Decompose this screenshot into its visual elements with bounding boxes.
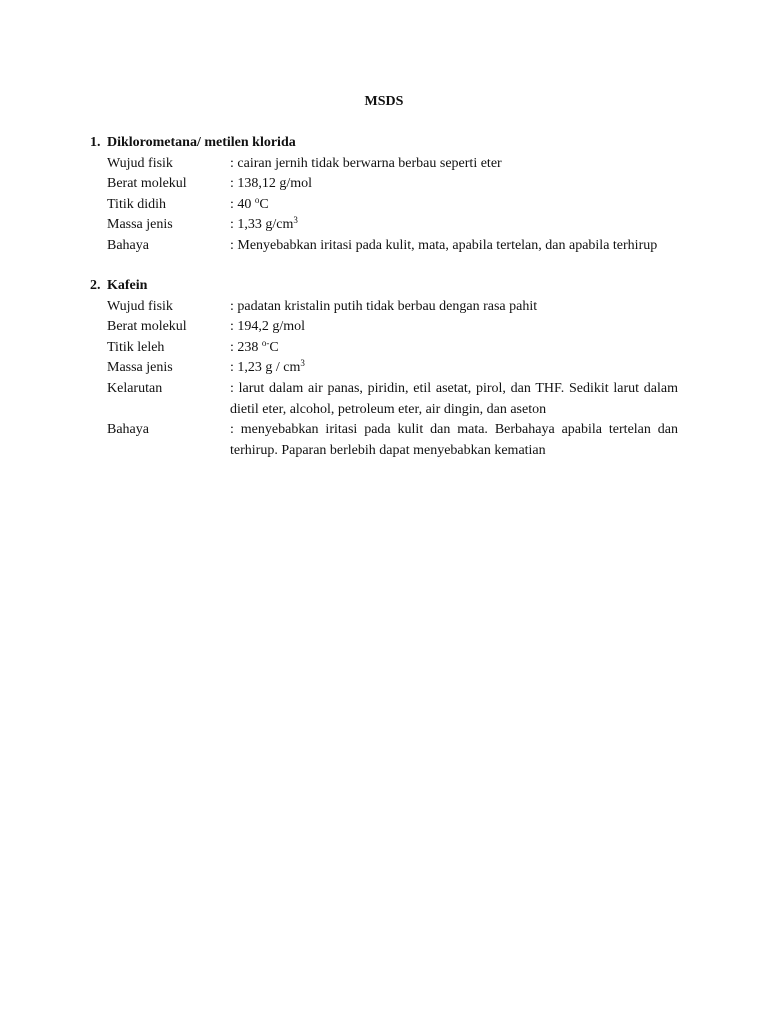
property-value: : larut dalam air panas, piridin, etil asetat, pirol, dan THF. Sedikit larut dalam dietil eter, alcohol, petroleum eter, air dingin, dan aseton: [230, 380, 678, 417]
property-label: Massa jenis: [107, 217, 173, 233]
property-label: Bahaya: [107, 422, 149, 438]
value-superscript: o-: [261, 337, 270, 348]
property-row-titik-leleh: [90, 338, 680, 359]
property-label: Bahaya: [107, 237, 149, 253]
property-row-massa-jenis: [90, 215, 680, 236]
section-kafein: [90, 276, 680, 461]
section-number: 1.: [90, 135, 101, 150]
section-diklorometana: [90, 133, 680, 257]
section-heading: [90, 276, 680, 297]
section-number: 2.: [90, 278, 101, 293]
property-label: Berat molekul: [107, 176, 187, 192]
property-row-kelarutan: [90, 379, 680, 420]
property-value: [230, 215, 678, 236]
value-text: : 238: [230, 339, 262, 355]
value-text: : 1,23 g / cm: [230, 360, 301, 376]
property-value: [230, 358, 678, 379]
property-value: : Menyebabkan iritasi pada kulit, mata, apabila tertelan, dan apabila terhirup: [230, 237, 658, 253]
property-label: Titik leleh: [107, 339, 165, 355]
value-superscript: 3: [300, 358, 305, 369]
section-heading: [90, 133, 680, 154]
property-row-titik-didih: [90, 195, 680, 216]
property-label: Wujud fisik: [107, 155, 173, 171]
property-row-berat-molekul: [90, 317, 680, 338]
property-row-bahaya: [90, 420, 680, 461]
section-name: Kafein: [107, 278, 148, 293]
property-label: Kelarutan: [107, 380, 163, 396]
property-row-wujud-fisik: [90, 154, 680, 175]
property-row-wujud-fisik: [90, 297, 680, 318]
value-text: : 1,33 g/cm: [230, 217, 294, 233]
property-label: Berat molekul: [107, 319, 187, 335]
value-superscript: 3: [293, 215, 298, 226]
property-value: [230, 338, 678, 359]
property-value: : cairan jernih tidak berwarna berbau seperti eter: [230, 155, 502, 171]
property-label: Wujud fisik: [107, 298, 173, 314]
property-value: : 194,2 g/mol: [230, 319, 306, 335]
value-superscript: o: [254, 194, 260, 205]
property-value: [230, 195, 678, 216]
property-label: Titik didih: [107, 196, 167, 212]
property-value: : menyebabkan iritasi pada kulit dan mata. Berbahaya apabila tertelan dan terhirup. Paparan berlebih dapat menyebabkan kematian: [230, 422, 678, 458]
property-row-berat-molekul: [90, 174, 680, 195]
value-text: : 40: [230, 196, 255, 212]
property-value: : 138,12 g/mol: [230, 176, 313, 192]
property-row-bahaya: [90, 236, 680, 257]
value-unit: C: [269, 339, 279, 355]
section-name: Diklorometana/ metilen klorida: [107, 135, 296, 150]
value-unit: C: [259, 196, 269, 212]
document-title: MSDS: [364, 94, 404, 109]
property-label: Massa jenis: [107, 360, 173, 376]
property-value: : padatan kristalin putih tidak berbau dengan rasa pahit: [230, 298, 538, 314]
property-row-massa-jenis: [90, 358, 680, 379]
